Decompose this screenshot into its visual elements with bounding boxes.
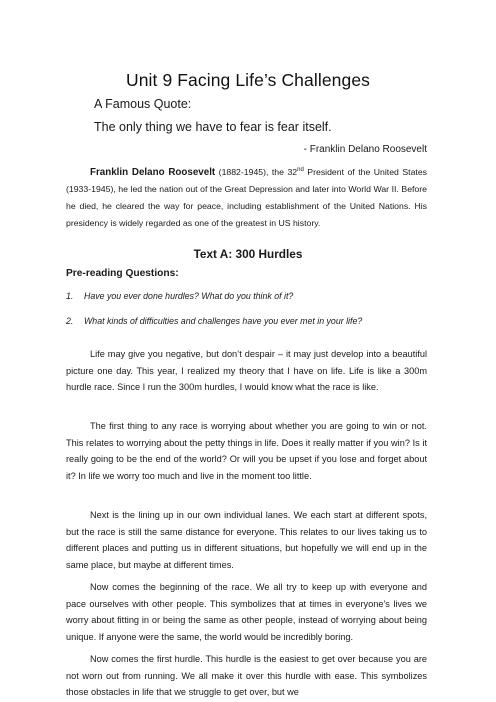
prereading-question [66,291,293,301]
body-paragraph: Now comes the beginning of the race. We all try to keep up with everyone and pace ourselves with other people. This symbolizes that at times in everyone’s lives we worry about fitting in or being the same as other people, instead of worrying about being unique. If anyone were the same, the world would be incredibly boring. [66,582,427,642]
bio-text-b: President of the United States (1933-1945), he led the nation out of the Great Depression and later into World War II. Before he died, he cleared the way for peace, including establishment of the United Nations. His presidency is widely regarded as one of the greatest in US history. [66,166,427,228]
body-paragraph: Life may give you negative, but don’t despair – it may just develop into a beautiful picture one day. This year, I realized my theory that I have on life. Life is like a 300m hurdle race. Since I run the 300m hurdles, I would know what the race is like. [66,349,427,393]
bio-text-a: (1882-1945), the 32 [215,166,298,177]
bio-name: Franklin Delano Roosevelt [90,166,216,178]
quote-label: A Famous Quote: [94,97,192,111]
unit-title: Unit 9 Facing Life’s Challenges [125,70,371,90]
bio-ordinal-sup: nd [297,167,304,173]
quote-attribution: - Franklin Delano Roosevelt [303,144,427,155]
question-number: 1. [66,291,74,301]
question-text: Have you ever done hurdles? What do you think of it? [84,291,294,301]
prereading-heading: Pre-reading Questions: [66,268,179,279]
quote-text: The only thing we have to fear is fear itself. [94,120,332,134]
question-text: What kinds of difficulties and challenges have you ever met in your life? [84,316,363,326]
body-paragraph: Now comes the first hurdle. This hurdle is the easiest to get over because you are not worn out from running. We all make it over this hurdle with ease. This symbolizes those obstacles in life that we struggle to get over, but we [66,654,427,698]
text-a-title: Text A: 300 Hurdles [193,247,303,261]
body-paragraph: The first thing to any race is worrying about whether you are going to win or not. This relates to worrying about the petty things in life. Does it really matter if you win? Is it really going to be the end of the world? Or will you be upset if you lose and forget about it? In life we worry too much and live in the moment too little. [66,421,427,481]
bio-paragraph [66,162,427,232]
prereading-question [66,316,362,326]
question-number: 2. [66,316,74,326]
body-paragraph: Next is the lining up in our own individual lanes. We each start at different spots, but the race is still the same distance for everyone. This relates to our lives taking us to different places and putting us in different situations, but hopefully we will end up in the same place, but maybe at different times. [66,510,427,570]
